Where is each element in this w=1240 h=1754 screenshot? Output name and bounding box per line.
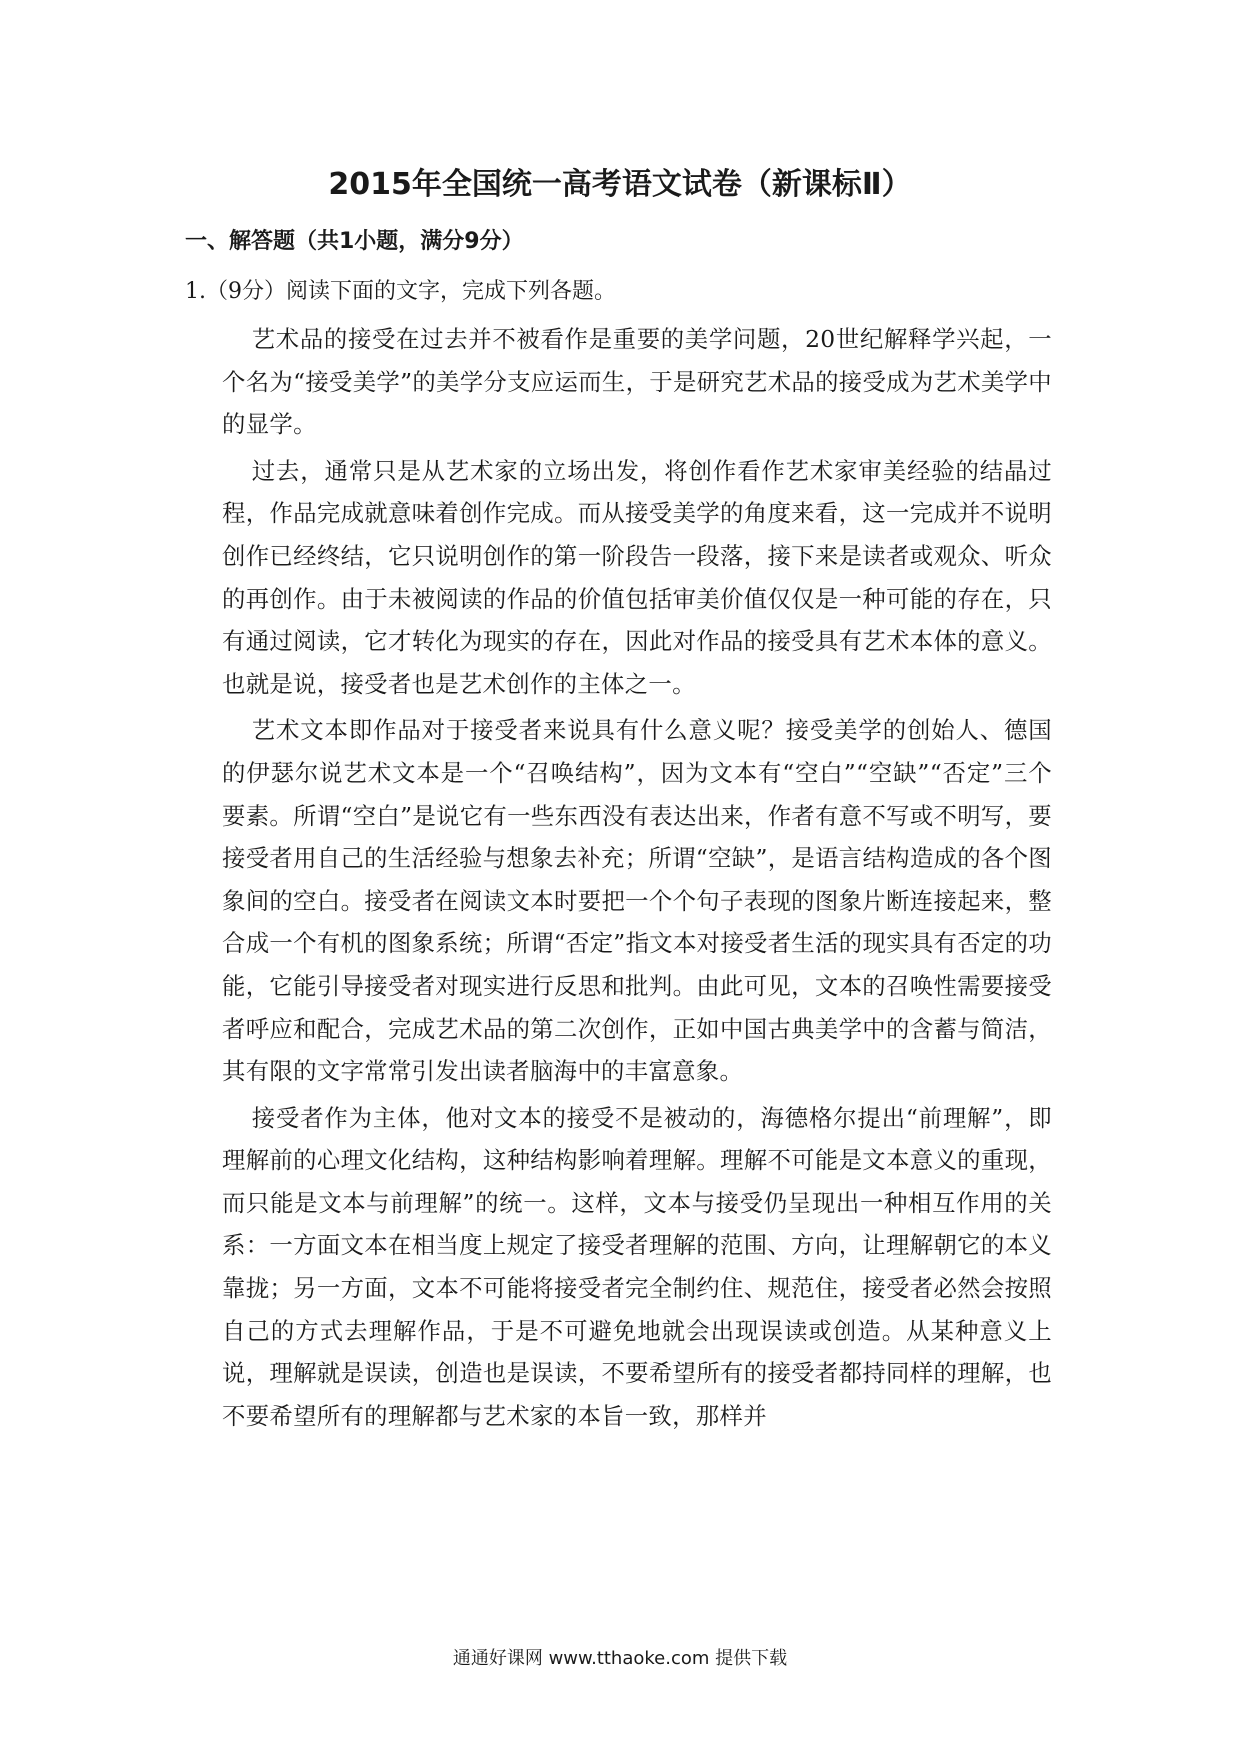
page-footer: 通通好课网 www.tthaoke.com 提供下载 bbox=[452, 1648, 788, 1669]
reading-passage bbox=[222, 318, 1052, 1441]
passage-paragraph-2: 过去，通常只是从艺术家的立场出发，将创作看作艺术家审美经验的结晶过程，作品完成就意味着创作完成。而从接受美学的角度来看，这一完成并不说明创作已经终结，它只说明创作的第一阶段告一段落，接下来是读者或观众、听众的再创作。由于未被阅读的作品的价值包括审美价值仅仅是一种可能的存在，只有通过阅读，它才转化为现实的存在，因此对作品的接受具有艺术本体的意义。也就是说，接受者也是艺术创作的主体之一。 bbox=[222, 456, 1052, 698]
passage-paragraph-4: 接受者作为主体，他对文本的接受不是被动的，海德格尔提出“前理解”，即理解前的心理文化结构，这种结构影响着理解。理解不可能是文本意义的重现，而只能是文本与前理解”的统一。这样，文本与接受仍呈现出一种相互作用的关系：一方面文本在相当度上规定了接受者理解的范围、方向，让理解朝它的本义靠拢；另一方面，文本不可能将接受者完全制约住、规范住，接受者必然会按照自己的方式去理解作品，于是不可避免地就会出现误读或创造。从某种意义上说，理解就是误读，创造也是误读，不要希望所有的接受者都持同样的理解，也不要希望所有的理解都与艺术家的本旨一致，那样并 bbox=[222, 1103, 1052, 1430]
passage-paragraph-3: 艺术文本即作品对于接受者来说具有什么意义呢？接受美学的创始人、德国的伊瑟尔说艺术文本是一个“召唤结构”，因为文本有“空白”“空缺”“否定”三个要素。所谓“空白”是说它有一些东西没有表达出来，作者有意不写或不明写，要接受者用自己的生活经验与想象去补充；所谓“空缺”，是语言结构造成的各个图象间的空白。接受者在阅读文本时要把一个个句子表现的图象片断连接起来，整合成一个有机的图象系统；所谓“否定”指文本对接受者生活的现实具有否定的功能，它能引导接受者对现实进行反思和批判。由此可见，文本的召唤性需要接受者呼应和配合，完成艺术品的第二次创作，正如中国古典美学中的含蓄与简洁，其有限的文字常常引发出读者脑海中的丰富意象。 bbox=[222, 716, 1052, 1086]
question-intro: 1.（9分）阅读下面的文字，完成下列各题。 bbox=[185, 279, 616, 304]
section-heading: 一、解答题（共1小题，满分9分） bbox=[185, 229, 524, 254]
passage-paragraph-1: 艺术品的接受在过去并不被看作是重要的美学问题，20世纪解释学兴起，一个名为“接受美学”的美学分支应运而生，于是研究艺术品的接受成为艺术美学中的显学。 bbox=[222, 325, 1052, 439]
exam-title: 2015年全国统一高考语文试卷（新课标Ⅱ） bbox=[328, 167, 912, 202]
